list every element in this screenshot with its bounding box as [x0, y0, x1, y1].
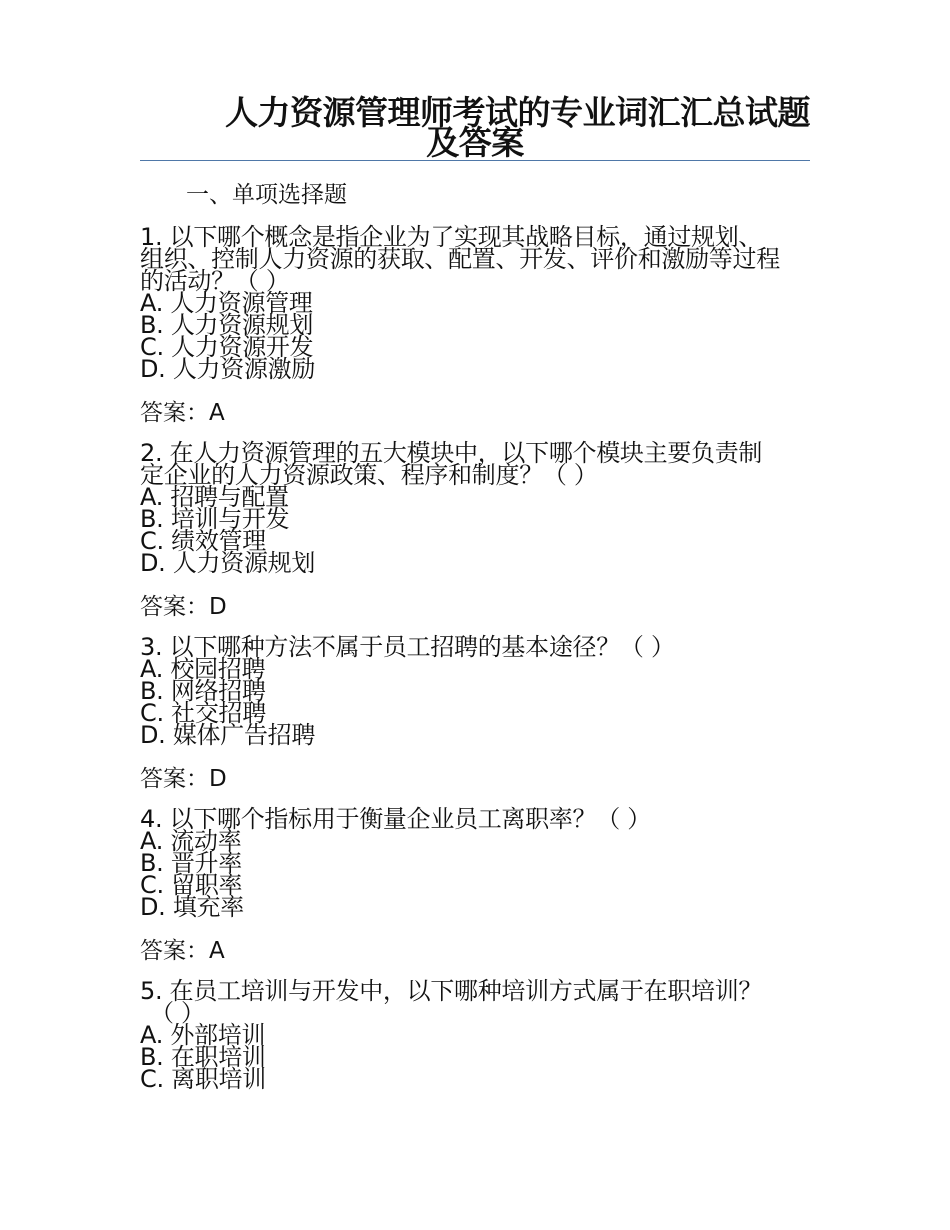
- option-c: C. 人力资源开发: [140, 333, 314, 361]
- option-b: B. 培训与开发: [140, 505, 290, 533]
- question-list: [140, 223, 820, 1093]
- option-list: [140, 289, 820, 383]
- question-3: [140, 633, 820, 794]
- answer: 答案：D: [140, 594, 227, 620]
- option-a: A. 外部培训: [140, 1021, 266, 1049]
- question-1: [140, 223, 820, 428]
- option-d: D. 填充率: [140, 893, 244, 921]
- option-d: D. 人力资源规划: [140, 549, 316, 577]
- option-d: D. 人力资源激励: [140, 355, 316, 383]
- question-line: 5. 在员工培训与开发中，以下哪种培训方式属于在职培训？: [140, 977, 763, 1005]
- option-c: C. 离职培训: [140, 1065, 266, 1093]
- document-title: [140, 93, 810, 162]
- option-list: [140, 655, 820, 749]
- option-a: A. 流动率: [140, 827, 242, 855]
- option-b: B. 网络招聘: [140, 677, 266, 705]
- question-text: [140, 223, 820, 295]
- option-d: D. 媒体广告招聘: [140, 721, 316, 749]
- option-c: C. 绩效管理: [140, 527, 266, 555]
- option-c: C. 留职率: [140, 871, 243, 899]
- option-c: C. 社交招聘: [140, 699, 266, 727]
- question-line: 1. 以下哪个概念是指企业为了实现其战略目标，通过规划、: [140, 223, 763, 251]
- title-line: 人力资源管理师考试的专业词汇汇总试题: [225, 93, 810, 132]
- answer: 答案：A: [140, 400, 225, 426]
- option-b: B. 在职培训: [140, 1043, 266, 1071]
- answer: 答案：A: [140, 938, 225, 964]
- question-4: [140, 805, 820, 966]
- question-5: [140, 977, 820, 1093]
- question-2: [140, 439, 820, 622]
- question-line: 定企业的人力资源政策、程序和制度？（ ）: [140, 461, 598, 489]
- section-heading: 一、单项选择题: [186, 182, 347, 208]
- option-a: A. 人力资源管理: [140, 289, 313, 317]
- option-list: [140, 483, 820, 577]
- question-line: 4. 以下哪个指标用于衡量企业员工离职率？（ ）: [140, 805, 651, 833]
- question-line: （ ）: [150, 999, 205, 1027]
- title-divider: [140, 160, 810, 161]
- answer: 答案：D: [140, 766, 227, 792]
- question-text: [140, 439, 820, 489]
- option-list: [140, 827, 820, 921]
- question-line: 2. 在人力资源管理的五大模块中，以下哪个模块主要负责制: [140, 439, 763, 467]
- option-a: A. 招聘与配置: [140, 483, 289, 511]
- question-line: 的活动？（ ）: [140, 267, 290, 295]
- question-line: 组织、控制人力资源的获取、配置、开发、评价和激励等过程: [140, 245, 780, 273]
- question-text: [140, 977, 820, 1027]
- question-text: [140, 805, 820, 833]
- option-list: [140, 1021, 820, 1093]
- question-line: 3. 以下哪种方法不属于员工招聘的基本途径？（ ）: [140, 633, 675, 661]
- option-b: B. 晋升率: [140, 849, 242, 877]
- title-line: 及答案: [426, 123, 524, 162]
- option-a: A. 校园招聘: [140, 655, 266, 683]
- option-b: B. 人力资源规划: [140, 311, 314, 339]
